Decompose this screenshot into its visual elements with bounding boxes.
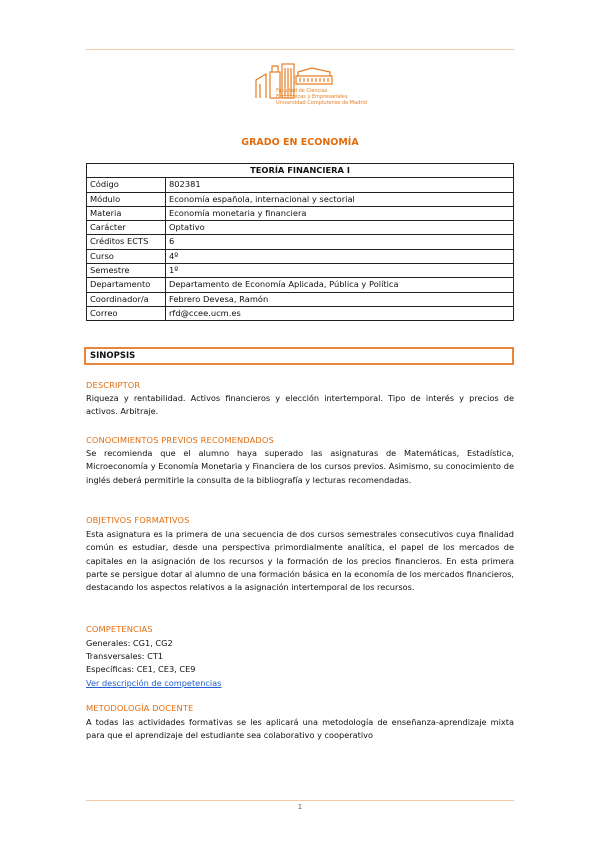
- logo-line: Económicas y Empresariales: [276, 94, 348, 100]
- table-row: [87, 292, 514, 306]
- row-value: 802381: [166, 178, 514, 192]
- competencies-transversal: Transversales: CT1: [86, 651, 164, 661]
- row-value: 1º: [166, 264, 514, 278]
- objectives-heading: OBJETIVOS FORMATIVOS: [86, 515, 190, 525]
- degree-title: GRADO EN ECONOMÍA: [241, 137, 359, 148]
- sinopsis-header: [84, 347, 514, 365]
- row-value: 6: [166, 235, 514, 249]
- table-row: [87, 264, 514, 278]
- row-value: Economía monetaria y financiera: [166, 206, 514, 220]
- course-info-table: [86, 163, 514, 321]
- row-label: Módulo: [87, 192, 166, 206]
- competencies-link[interactable]: Ver descripción de competencias: [86, 678, 222, 688]
- logo-caption: [276, 88, 367, 106]
- prerequisites-text: Se recomienda que el alumno haya superado las asignaturas de Matemáticas, Estadística, Microeconomía y Economía Monetaria y Financiera de los cursos previos. Asimismo, su conocimiento de inglés deberá permitirle la consulta de la bibliografía y lecturas recomendadas.: [86, 448, 514, 485]
- methodology-heading: METODOLOGÍA DOCENTE: [86, 703, 194, 713]
- sinopsis-label: SINOPSIS: [90, 351, 136, 361]
- row-label: Coordinador/a: [87, 292, 166, 306]
- header-rule: [86, 49, 514, 50]
- row-label: Materia: [87, 206, 166, 220]
- row-label: Código: [87, 178, 166, 192]
- table-row: [87, 178, 514, 192]
- table-row: [87, 306, 514, 320]
- row-label: Departamento: [87, 278, 166, 292]
- row-value: Optativo: [166, 221, 514, 235]
- table-row: [87, 235, 514, 249]
- page-number: 1: [297, 803, 303, 811]
- row-value: rfd@ccee.ucm.es: [166, 306, 514, 320]
- row-label: Carácter: [87, 221, 166, 235]
- row-label: Correo: [87, 306, 166, 320]
- row-label: Curso: [87, 249, 166, 263]
- prerequisites-heading: CONOCIMIENTOS PREVIOS RECOMENDADOS: [86, 435, 274, 445]
- competencies-general: Generales: CG1, CG2: [86, 638, 173, 648]
- row-value: Febrero Devesa, Ramón: [166, 292, 514, 306]
- logo-line: Facultad de Ciencias: [276, 88, 328, 94]
- course-name: TEORÍA FINANCIERA I: [87, 164, 514, 178]
- footer-rule: [86, 800, 514, 801]
- row-label: Semestre: [87, 264, 166, 278]
- table-row: [87, 249, 514, 263]
- competencies-specific: Específicas: CE1, CE3, CE9: [86, 664, 196, 674]
- table-row: [87, 221, 514, 235]
- table-row: [87, 192, 514, 206]
- row-value: 4º: [166, 249, 514, 263]
- table-row: [87, 278, 514, 292]
- objectives-text: Esta asignatura es la primera de una secuencia de dos cursos semestrales consecutivos cuya finalidad común es estudiar, desde una perspectiva primordialmente analítica, el papel de los mercados de capitales en la asignación de los recursos y la formación de los precios financieros. En esta primera parte se persigue dotar al alumno de una formación básica en la economía de los mercados financieros, destacando los aspectos relativos a la asignación intertemporal de los recursos.: [86, 529, 515, 593]
- methodology-text: A todas las actividades formativas se les aplicará una metodología de enseñanza-aprendizaje mixta para que el aprendizaje del estudiante sea colaborativo y cooperativo: [86, 717, 514, 741]
- logo-line: Universidad Complutense de Madrid: [276, 100, 367, 106]
- descriptor-heading: DESCRIPTOR: [86, 380, 141, 390]
- table-row: [87, 206, 514, 220]
- row-label: Créditos ECTS: [87, 235, 166, 249]
- descriptor-text: Riqueza y rentabilidad. Activos financieros y elección intertemporal. Tipo de interés y precios de activos. Arbitraje.: [86, 393, 514, 417]
- row-value: Departamento de Economía Aplicada, Pública y Política: [166, 278, 514, 292]
- competencies-heading: COMPETENCIAS: [86, 624, 153, 634]
- row-value: Economía española, internacional y sectorial: [166, 192, 514, 206]
